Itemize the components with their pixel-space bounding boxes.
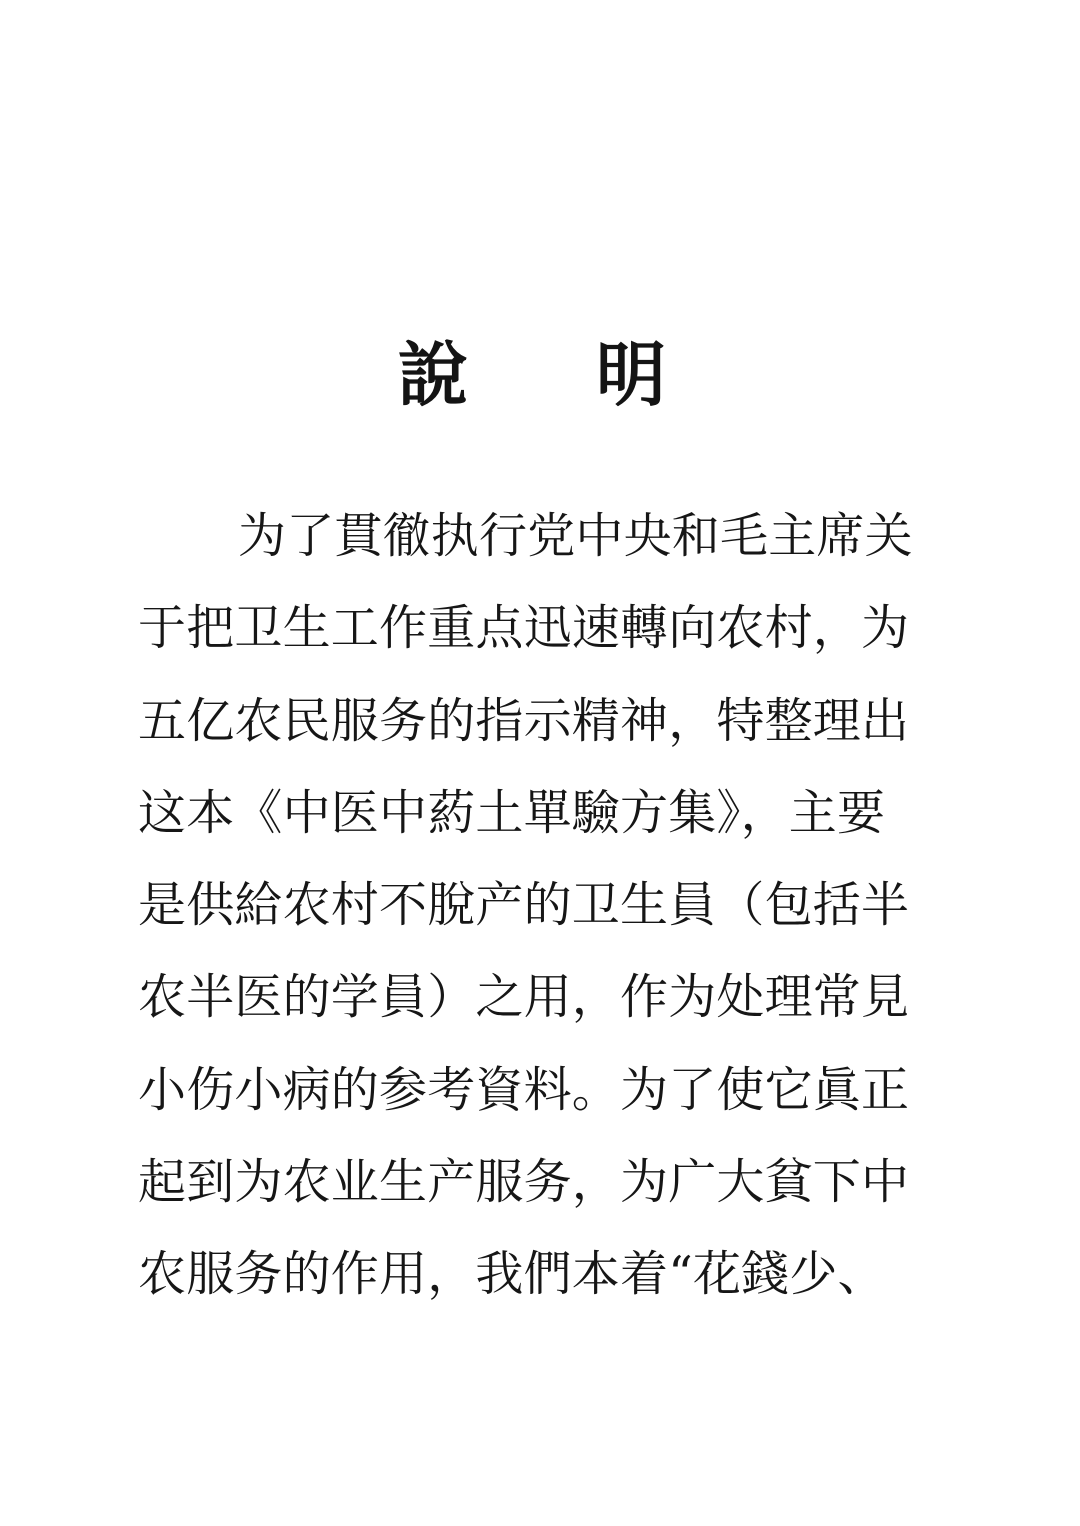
- paragraph-line: 这本《中医中葯土單驗方集》，主要: [138, 784, 886, 841]
- paragraph-line: 是供給农村不脫产的卫生員（包括半: [138, 877, 910, 934]
- paragraph-line: 起到为农业生产服务，为广大貧下中: [138, 1154, 910, 1211]
- title-char-2: 明: [596, 333, 666, 416]
- body-paragraph: [138, 490, 938, 1321]
- page-title: [0, 330, 1080, 420]
- title-char-1: 說: [398, 333, 468, 416]
- paragraph-line: 小伤小病的参考資料。为了使它眞正: [138, 1061, 910, 1118]
- paragraph-line: 五亿农民服务的指示精神，特整理出: [138, 692, 910, 749]
- paragraph-line: 为了貫徹执行党中央和毛主席关: [238, 508, 913, 564]
- paragraph-line: 于把卫生工作重点迅速轉向农村，为: [138, 600, 910, 657]
- paragraph-line: 农半医的学員）之用，作为处理常見: [138, 969, 910, 1026]
- paragraph-line: 农服务的作用，我們本着“花錢少、: [138, 1246, 886, 1303]
